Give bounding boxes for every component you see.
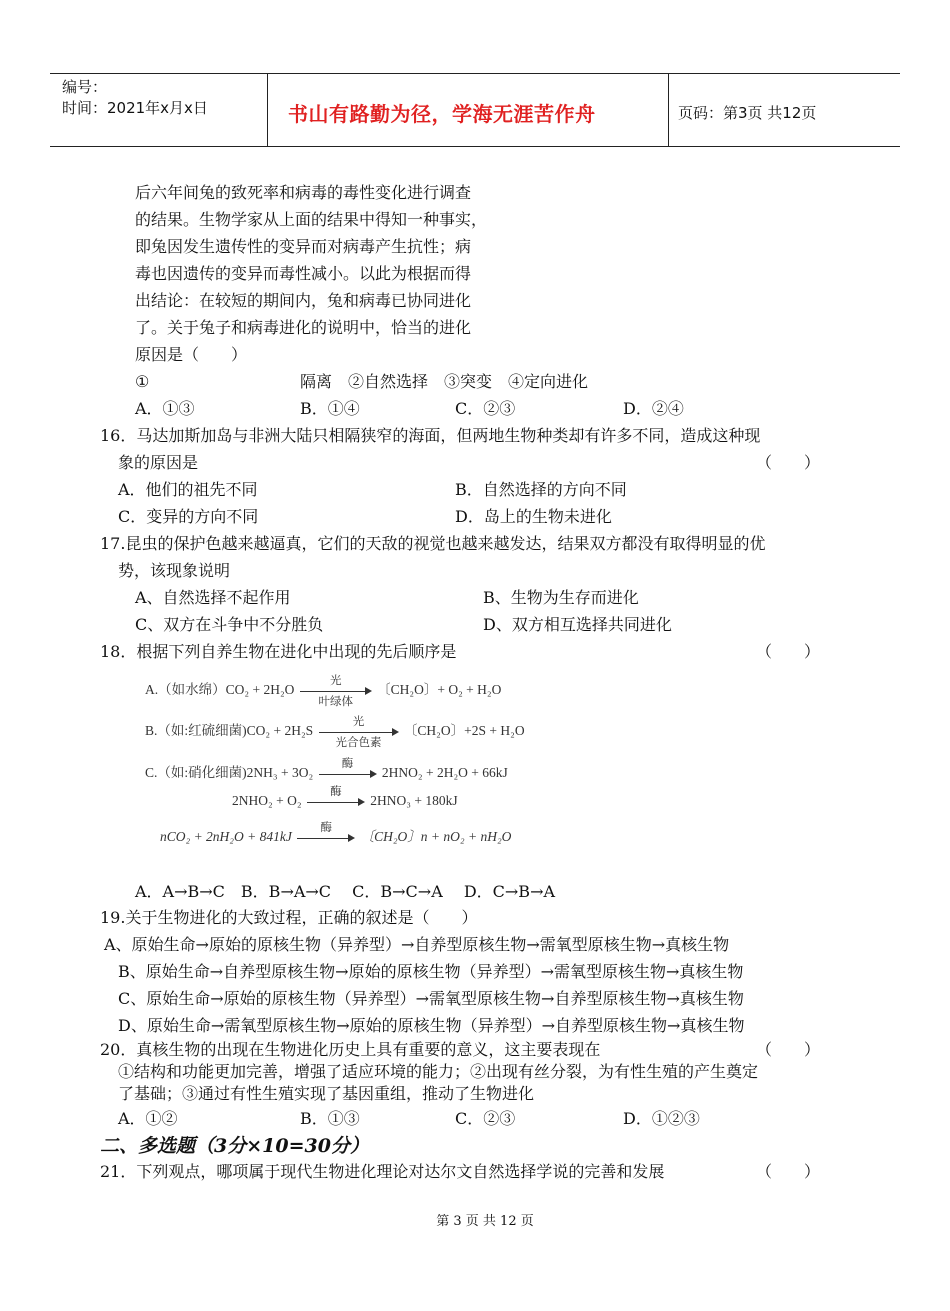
q15-line-2: 的结果。生物学家从上面的结果中得知一种事实， [135,210,488,229]
eq-c3-condition-top: 酶 [320,819,332,834]
q18-stem: 18．根据下列自养生物在进化中出现的先后顺序是 [100,642,457,661]
eq-a-arrow [300,672,372,708]
eq-c2-products: 2HNO₃ + 180kJ [370,793,458,808]
header-top-rule [50,73,900,74]
q17-stem-line-2: 势，该现象说明 [118,561,231,580]
eq-b-condition-top: 光 [352,713,365,728]
q15-option-c: C．②③ [455,399,516,418]
header-bottom-rule [50,146,900,147]
q20-statements-line-1: ①结构和功能更加完善，增强了适应环境的能力；②出现有丝分裂，为有性生殖的产生奠定 [118,1062,759,1081]
q15-option-d: D．②④ [623,399,684,418]
q20-option-c: C．②③ [455,1109,516,1128]
q15-items-rest: 隔离 ②自然选择 ③突变 ④定向进化 [300,372,589,391]
q19-option-a: A、原始生命→原始的原核生物（异养型）→自养型原核生物→需氧型原核生物→真核生物 [104,935,730,954]
q16-stem-line-2: 象的原因是 [118,453,199,472]
eq-a-reactants: A.（如水绵）CO₂ + 2H₂O [145,682,295,697]
eq-b-arrow [319,713,399,749]
eq-b-condition-bottom: 光合色素 [335,734,382,749]
eq-c2-condition-top: 酶 [330,783,342,798]
q20-answer-paren: （ ） [756,1040,821,1059]
q18-answer-paren: （ ） [756,642,821,661]
q16-answer-paren: （ ） [756,453,821,472]
q18-equation-a [145,672,502,708]
q16-option-b: B．自然选择的方向不同 [455,480,627,499]
eq-c3-arrow [297,819,355,845]
q15-line-5: 出结论：在较短的期间内，兔和病毒已协同进化 [135,291,472,310]
q15-line-3: 即兔因发生遗传性的变异而对病毒产生抗性；病 [135,237,472,256]
q20-option-a: A．①② [118,1109,178,1128]
time-label: 时间：2021年x月x日 [62,99,208,117]
q19-stem: 19.关于生物进化的大致过程，正确的叙述是（ ） [100,908,478,927]
q16-option-d: D．岛上的生物未进化 [455,507,612,526]
q20-option-b: B．①③ [300,1109,360,1128]
q21-answer-paren: （ ） [756,1162,821,1181]
q15-line-1: 后六年间兔的致死率和病毒的毒性变化进行调查 [135,183,472,202]
eq-b-products: 〔CH₂O〕+2S + H₂O [403,723,525,738]
q19-option-c: C、原始生命→原始的原核生物（异养型）→需氧型原核生物→自养型原核生物→真核生物 [118,989,744,1008]
eq-c1-condition-top: 酶 [341,755,354,770]
q15-items-num: ① [135,372,150,391]
page-footer: 第 3 页 共 12 页 [436,1214,534,1229]
eq-b-reactants: B.（如:红硫细菌)CO₂ + 2H₂S [145,723,314,738]
q18-equation-c3 [160,819,512,845]
q15-line-7: 原因是（ ） [135,345,248,364]
q20-stem: 20．真核生物的出现在生物进化历史上具有重要的意义，这主要表现在 [100,1040,601,1059]
q18-equation-c1 [145,755,508,781]
header-motto: 书山有路勤为径，学海无涯苦作舟 [288,102,596,126]
eq-c3-products: 〔CH₂O〕n + nO₂ + nH₂O [360,829,512,844]
eq-c1-reactants: C.（如:硝化细菌)2NH₃ + 3O₂ [145,765,314,780]
q19-option-b: B、原始生命→自养型原核生物→原始的原核生物（异养型）→需氧型原核生物→真核生物 [118,962,744,981]
q17-option-a: A、自然选择不起作用 [135,588,291,607]
page-label: 页码：第3页 共12页 [678,104,817,122]
q15-line-6: 了。关于兔子和病毒进化的说明中，恰当的进化 [135,318,472,337]
serial-label: 编号： [62,78,108,96]
header-divider-left [267,73,268,146]
q15-option-b: B．①④ [300,399,360,418]
eq-c1-arrow [319,755,377,781]
q21-stem: 21．下列观点，哪项属于现代生物进化理论对达尔文自然选择学说的完善和发展 [100,1162,665,1181]
q15-line-4: 毒也因遗传的变异而毒性减小。以此为根据而得 [135,264,472,283]
q17-option-d: D、双方相互选择共同进化 [483,615,672,634]
q17-stem-line-1: 17.昆虫的保护色越来越逼真，它们的天敌的视觉也越来越发达，结果双方都没有取得明显的优 [100,534,766,553]
eq-c2-arrow [307,783,365,809]
q20-option-d: D．①②③ [623,1109,700,1128]
q15-option-a: A．①③ [135,399,195,418]
q18-equation-c2 [232,783,458,809]
section-2-title: 二、多选题（3分×10=30分） [100,1135,369,1157]
q16-option-c: C．变异的方向不同 [118,507,259,526]
q17-option-c: C、双方在斗争中不分胜负 [135,615,324,634]
q18-options: A．A→B→C B．B→A→C C．B→C→A D．C→B→A [135,882,556,901]
q16-option-a: A．他们的祖先不同 [118,480,258,499]
eq-a-condition-bottom: 叶绿体 [318,693,354,708]
eq-c1-products: 2HNO₂ + 2H₂O + 66kJ [381,765,508,780]
eq-c3-reactants: nCO₂ + 2nH₂O + 841kJ [160,829,292,844]
eq-a-products: 〔CH₂O〕+ O₂ + H₂O [377,682,502,697]
q20-statements-line-2: 了基础；③通过有性生殖实现了基因重组，推动了生物进化 [118,1084,535,1103]
eq-a-condition-top: 光 [330,672,342,687]
header-divider-right [668,73,669,146]
q16-stem-line-1: 16．马达加斯加岛与非洲大陆只相隔狭窄的海面，但两地生物种类却有许多不同，造成这种现 [100,426,761,445]
q19-option-d: D、原始生命→需氧型原核生物→原始的原核生物（异养型）→自养型原核生物→真核生物 [118,1016,745,1035]
q17-option-b: B、生物为生存而进化 [483,588,639,607]
q18-equation-b [145,713,525,749]
eq-c2-reactants: 2NHO₂ + O₂ [232,793,302,808]
